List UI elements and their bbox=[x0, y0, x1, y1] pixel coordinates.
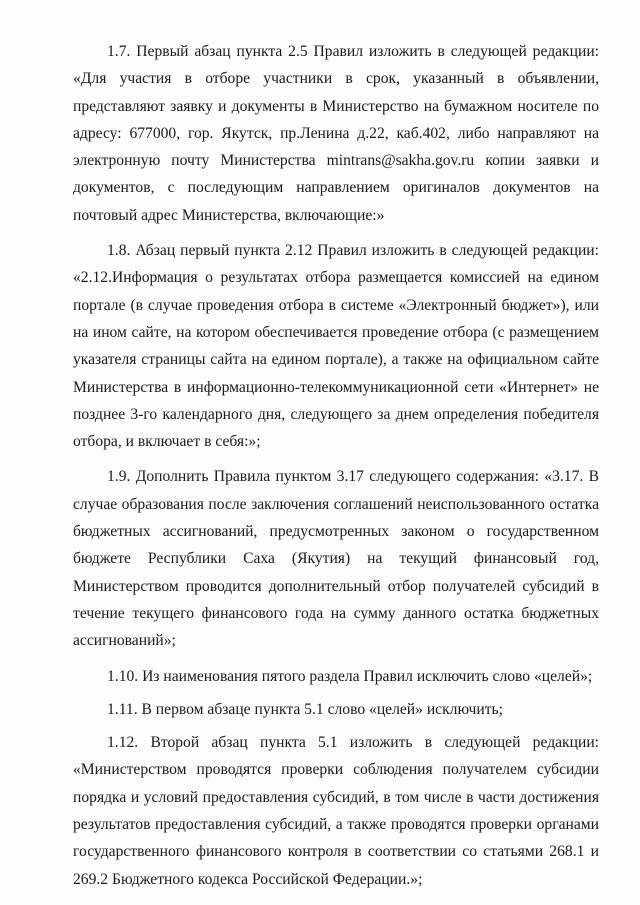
paragraph-1-10: 1.10. Из наименования пятого раздела Правил исключить слово «целей»; bbox=[107, 667, 593, 685]
paragraph-1-12: 1.12. Второй абзац пункта 5.1 изложить в следующей редакции: «Министерством проводятся проверки соблюдения получателем субсидии порядка и условий предоставления субсидий, в том числе в части достижения результатов предоставления субсидий, а также проводятся проверки органами государственного финансового контроля в соответствии со статьями 268.1 и 269.2 Бюджетного кодекса Российской Федерации.»; bbox=[73, 734, 599, 888]
document-body bbox=[73, 38, 599, 901]
paragraph-1-8: 1.8. Абзац первый пункта 2.12 Правил изложить в следующей редакции: «2.12.Информация о результатах отбора размещается комиссией на едином портале (в случае проведения отбора в системе «Электронный бюджет»), или на ином сайте, на котором обеспечивается проведение отбора (с размещением указателя страницы сайта на едином портале), а также на официальном сайте Министерства в информационно-телекоммуникационной сети «Интернет» не позднее 3-го календарного дня, следующего за днем определения победителя отбора, и включает в себя:»; bbox=[73, 242, 599, 451]
paragraph-1-7: 1.7. Первый абзац пункта 2.5 Правил изложить в следующей редакции: «Для участия в отборе участники в срок, указанный в объявлении, представляют заявку и документы в Министерство на бумажном носителе по адресу: 677000, гор. Якутск, пр.Ленина д.22, каб.402, либо направляют на электронную почту Министерства mintrans@sakha.gov.ru копии заявки и документов, с последующим направлением оригиналов документов на почтовый адрес Министерства, включающие:» bbox=[73, 43, 599, 224]
paragraph-1-11: 1.11. В первом абзаце пункта 5.1 слово «целей» исключить; bbox=[107, 700, 503, 718]
paragraph-1-9: 1.9. Дополнить Правила пунктом 3.17 следующего содержания: «3.17. В случае образования после заключения соглашений неиспользованного остатка бюджетных ассигнований, предусмотренных законом о государственном бюджете Республики Саха (Якутия) на текущий финансовый год, Министерством проводится дополнительный отбор получателей субсидий в течение текущего финансового года на сумму данного остатка бюджетных ассигнований»; bbox=[73, 468, 599, 650]
